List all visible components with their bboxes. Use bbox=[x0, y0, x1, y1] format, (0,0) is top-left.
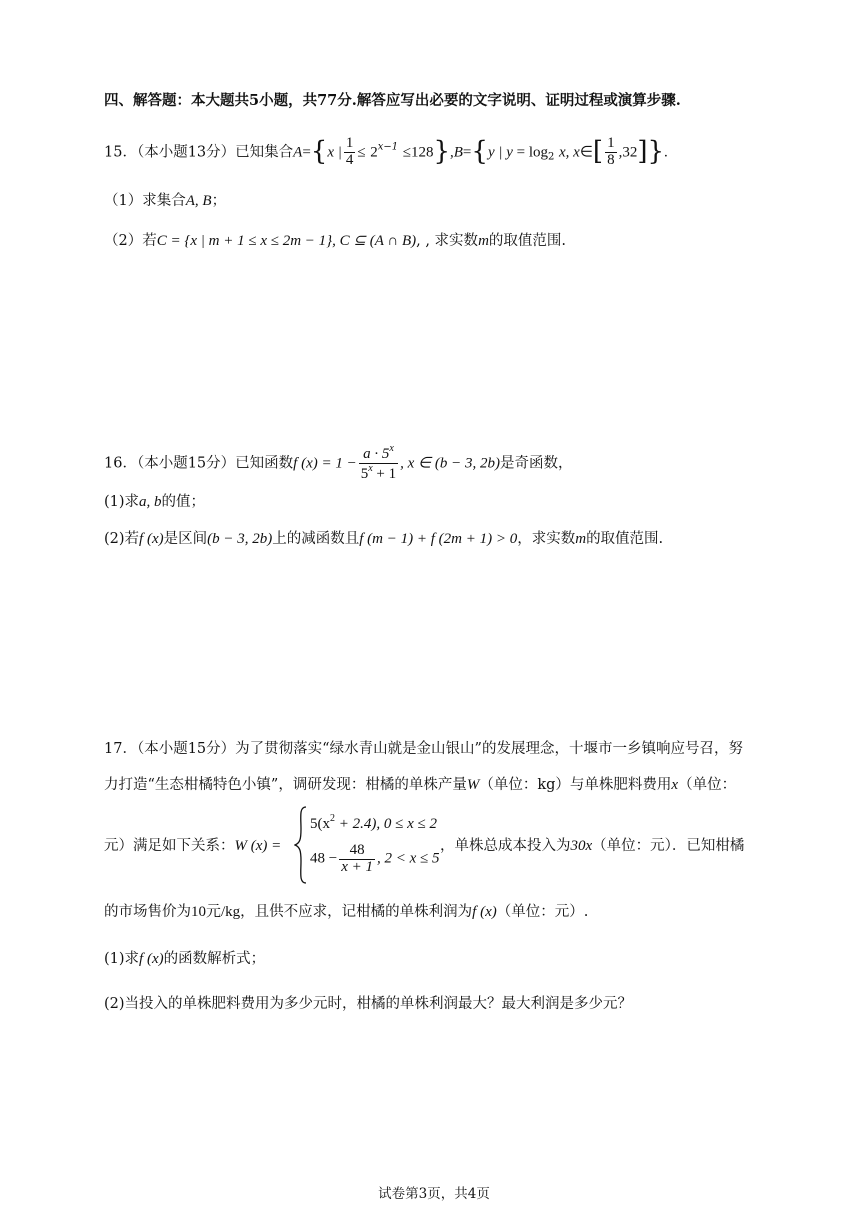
q17-line4-a: 的市场售价为 bbox=[104, 904, 191, 920]
q16-frac-num-exp: x bbox=[389, 443, 394, 454]
q15-le1: ≤ bbox=[357, 144, 366, 161]
q15-log: log bbox=[528, 144, 549, 161]
q17-case-2 bbox=[310, 843, 440, 876]
q15-part2-mid: , , 求实数 bbox=[416, 233, 479, 249]
q17-line2-x: x bbox=[671, 777, 679, 793]
q16-suffix: 是奇函数， bbox=[499, 455, 573, 472]
q15-end: . bbox=[664, 144, 668, 161]
question-15-part-2 bbox=[104, 232, 566, 250]
q15-pow-base: 2 bbox=[370, 144, 378, 161]
q15-le2: ≤ bbox=[402, 144, 411, 161]
q16-prefix: 16．（本小题15分）已知函数 bbox=[104, 455, 294, 472]
question-17-line-3-left bbox=[104, 837, 281, 855]
q17-w-def: W (x) = bbox=[234, 838, 282, 854]
q16-part2-e: 的取值范围. bbox=[586, 531, 664, 547]
q16-part2-ineq: f (m − 1) + f (2m + 1) > 0 bbox=[359, 531, 518, 547]
q17-case-1 bbox=[310, 813, 437, 833]
q15-32: ,32 bbox=[618, 144, 638, 161]
q15-frac-den: 4 bbox=[345, 151, 354, 168]
q17-line3-b: ，单株总成本投入为 bbox=[440, 838, 571, 854]
q17-line2-w: W bbox=[466, 777, 480, 793]
question-17-part-2: (2)当投入的单株肥料费用为多少元时，柑橘的单株利润最大？最大利润是多少元？ bbox=[104, 996, 633, 1012]
q16-fraction bbox=[359, 444, 398, 483]
question-16-statement bbox=[104, 444, 572, 483]
q15-part1-text: （1）求集合 bbox=[104, 193, 186, 209]
q15-frac-num: 1 bbox=[345, 135, 354, 151]
q16-f-def: f (x) = 1 − bbox=[293, 455, 357, 472]
q15-in: ∈ bbox=[579, 144, 593, 161]
q17-case2-tail: , 2 < x ≤ 5 bbox=[377, 850, 440, 867]
question-17-line-1: 17．（本小题15分）为了贯彻落实“绿水青山就是金山银山”的发展理念，十堰市一乡镇响应号召，努 bbox=[104, 741, 743, 757]
q17-case2-num: 48 bbox=[339, 843, 375, 860]
q17-cost: 30x bbox=[570, 838, 593, 854]
question-17-line-2 bbox=[104, 776, 736, 794]
question-15-part-1 bbox=[104, 192, 226, 210]
question-15-statement: 15．（本小题13分）已知集合A={x | $\frac{1}{4}$ ≤ $2^{x-1} \le 128\},B=\{y$ | $y = \log_2 x$, x∈[ $\frac{1}{8}$ ,32]}. bbox=[104, 135, 668, 168]
q16-part2-b: 是区间 bbox=[163, 531, 208, 547]
q15-part2-end: 的取值范围. bbox=[488, 233, 567, 249]
question-17-line-3-right bbox=[440, 837, 744, 855]
q15-brace-open-2: { bbox=[471, 136, 488, 167]
q15-frac2-den: 8 bbox=[607, 151, 615, 168]
q17-case1-tail: + 2.4), 0 ≤ x ≤ 2 bbox=[335, 816, 437, 832]
q15-y-bar: y | y bbox=[487, 144, 513, 161]
q15-pow-exp: x−1 bbox=[377, 141, 399, 153]
q17-part1-f: f (x) bbox=[139, 951, 164, 967]
q17-line3-c: （单位：元）．已知柑橘 bbox=[592, 838, 745, 854]
q17-line3-a: 元）满足如下关系： bbox=[104, 838, 235, 854]
q17-piecewise bbox=[294, 805, 440, 885]
q15-part1-end: ； bbox=[211, 193, 227, 209]
q15-brace-close-2: } bbox=[647, 136, 665, 167]
question-17-part-1 bbox=[104, 950, 265, 968]
q15-part2-m: m bbox=[478, 233, 489, 249]
q17-piecewise-brace bbox=[294, 805, 308, 885]
q17-line4-b: ，且供不应求，记柑橘的单株利润为 bbox=[240, 904, 473, 920]
q15-brace-close: } bbox=[433, 136, 450, 167]
q15-prefix: 15．（本小题13分）已知集合 bbox=[104, 144, 294, 161]
q15-part2-math: C = {x | m + 1 ≤ x ≤ 2m − 1}, C ⊆ (A ∩ B) bbox=[156, 233, 417, 249]
q15-set-b-label: B bbox=[453, 144, 463, 161]
q16-frac-den-tail: + 1 bbox=[372, 465, 397, 482]
q15-frac-eighth bbox=[605, 136, 617, 169]
q17-part1-a: (1)求 bbox=[104, 951, 140, 967]
q17-case2-den: x + 1 bbox=[341, 858, 373, 875]
q17-line2-c: （单位： bbox=[678, 777, 737, 793]
q15-x-var: x, x bbox=[559, 144, 580, 161]
q15-128: 128 bbox=[410, 144, 434, 161]
q17-case2-a: 48 − bbox=[310, 850, 338, 867]
question-16-part-1 bbox=[104, 493, 205, 511]
q15-x-bar: x | bbox=[327, 144, 342, 161]
q15-part1-sets: A, B bbox=[185, 193, 212, 209]
q16-domain: , x ∈ (b − 3, 2b) bbox=[400, 455, 500, 472]
q16-frac-num: a · 5 bbox=[363, 446, 390, 462]
q16-part2-f: f (x) bbox=[139, 531, 164, 547]
q16-part2-m: m bbox=[575, 531, 587, 547]
q15-eq: = bbox=[302, 144, 311, 161]
q15-part2-prefix: （2）若 bbox=[104, 233, 157, 249]
question-17-line-4 bbox=[104, 903, 588, 921]
q17-price: 10元/kg bbox=[191, 904, 241, 920]
q16-part2-d: ，求实数 bbox=[517, 531, 576, 547]
q17-case2-frac bbox=[339, 843, 375, 876]
q17-line2-b: （单位：kg）与单株肥料费用 bbox=[479, 777, 672, 793]
q16-part2-interval: (b − 3, 2b) bbox=[207, 531, 273, 547]
q16-part2-c: 上的减函数且 bbox=[272, 531, 360, 547]
q15-eq-2: = bbox=[462, 144, 472, 161]
question-16-part-2 bbox=[104, 530, 663, 548]
q17-line4-f: f (x) bbox=[472, 904, 497, 920]
q16-part1-vars: a, b bbox=[139, 494, 162, 510]
q15-frac2-num: 1 bbox=[607, 135, 615, 151]
q16-part2-a: (2)若 bbox=[104, 531, 140, 547]
q15-frac-quarter bbox=[344, 136, 356, 169]
page-footer: 试卷第3页，共4页 bbox=[378, 1186, 490, 1202]
q16-frac-den: 5 bbox=[360, 465, 369, 482]
q17-line4-c: （单位：元）. bbox=[496, 904, 589, 920]
q15-bracket-open: [ bbox=[592, 136, 604, 167]
q17-part1-b: 的函数解析式； bbox=[163, 951, 266, 967]
q15-set-a-label: A bbox=[293, 144, 303, 161]
q15-brace-open: { bbox=[310, 136, 328, 167]
q16-part1-end: 的值； bbox=[161, 494, 206, 510]
q15-bracket-close: ] bbox=[637, 136, 648, 167]
q17-line2-a: 力打造“生态柑橘特色小镇”，调研发现：柑橘的单株产量 bbox=[104, 777, 467, 793]
q17-case1: 5(x bbox=[310, 816, 330, 832]
q15-comma: , bbox=[450, 144, 454, 161]
q16-frac-den-exp: x bbox=[368, 462, 373, 474]
q16-part1-text: (1)求 bbox=[104, 494, 140, 510]
q17-case1-exp: 2 bbox=[330, 813, 335, 824]
q15-log-sub: 2 bbox=[548, 151, 555, 163]
section-heading: 四、解答题：本大题共5小题，共77分.解答应写出必要的文字说明、证明过程或演算步骤. bbox=[104, 92, 681, 109]
